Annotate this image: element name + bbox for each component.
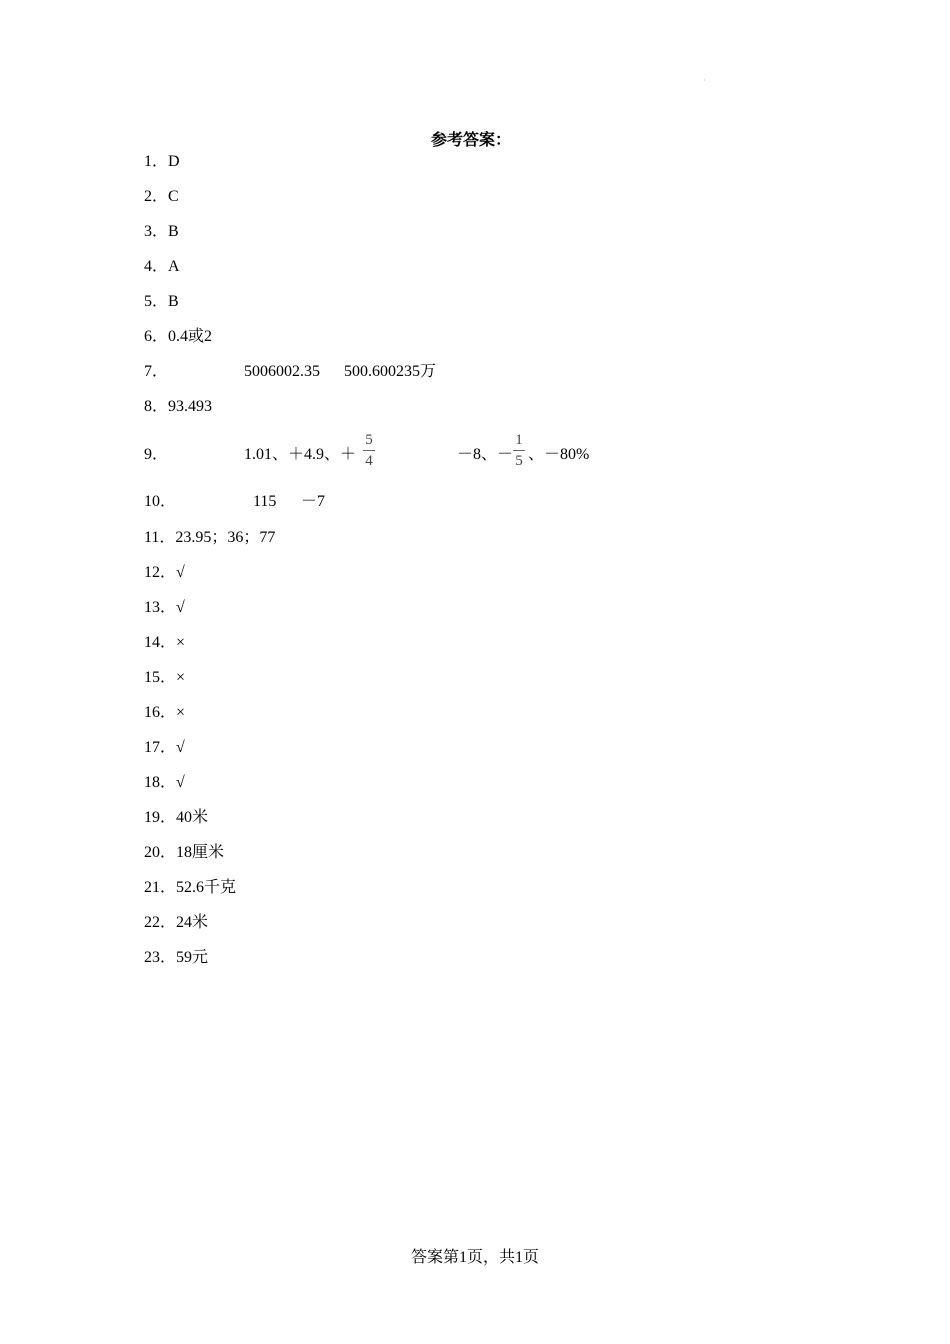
answer-1: [144, 152, 180, 172]
answer-number: 7．: [144, 363, 169, 380]
fraction-bar: [363, 450, 375, 451]
answer-number: 3．: [144, 223, 169, 240]
answer-22: [144, 913, 208, 933]
answer-text: D: [168, 153, 180, 170]
answer-16: [144, 703, 185, 723]
answer-21: [144, 878, 236, 898]
answer-17: [144, 738, 185, 758]
fraction: [363, 431, 375, 470]
answer-number: 21．: [144, 879, 177, 896]
answer-text: 59元: [176, 949, 209, 966]
answer-text: √: [176, 739, 185, 756]
answer-text: ×: [176, 704, 186, 721]
answer-text: B: [168, 223, 179, 240]
answer-text: A: [168, 258, 180, 275]
fraction: [513, 431, 525, 470]
answer-text: 0.4或2: [168, 328, 213, 345]
answer-part: 115: [253, 493, 277, 510]
answer-11: [144, 528, 275, 548]
answer-text: 18厘米: [176, 844, 225, 861]
fraction-numerator: 1: [515, 432, 523, 448]
answer-20: [144, 843, 224, 863]
answer-number: 16．: [144, 704, 177, 721]
answer-part: 1.01、＋4.9、＋: [244, 446, 357, 463]
answer-15: [144, 668, 185, 688]
answer-10: [144, 492, 644, 512]
answer-text: ×: [176, 634, 186, 651]
answer-8: [144, 397, 212, 417]
answer-part: 、－80%: [528, 446, 590, 463]
answer-text: B: [168, 293, 179, 310]
fraction-denominator: 5: [515, 453, 523, 469]
answer-number: 18．: [144, 774, 177, 791]
answer-3: [144, 222, 179, 242]
answer-14: [144, 633, 185, 653]
answer-12: [144, 563, 185, 583]
answer-5: [144, 292, 179, 312]
answer-text: ×: [176, 669, 186, 686]
answer-text: 23.95；36；77: [175, 529, 276, 546]
answer-number: 19．: [144, 809, 177, 826]
answer-number: 6．: [144, 328, 169, 345]
answer-part: 5006002.35: [244, 363, 320, 380]
answer-number: 8．: [144, 398, 169, 415]
corner-mark: ·: [703, 76, 706, 85]
answer-text: 24米: [176, 914, 209, 931]
answer-number: 4．: [144, 258, 169, 275]
answer-9: [144, 432, 644, 469]
answer-4: [144, 257, 180, 277]
answer-number: 12．: [144, 564, 177, 581]
answer-text: √: [176, 774, 185, 791]
fraction-bar: [513, 450, 525, 451]
answer-text: √: [176, 599, 185, 616]
answer-text: √: [176, 564, 185, 581]
answer-number: 14．: [144, 634, 177, 651]
answer-18: [144, 773, 185, 793]
answer-number: 1．: [144, 153, 169, 170]
answer-number: 10．: [144, 493, 177, 510]
answer-7: [144, 362, 644, 382]
page-title: 参考答案：: [430, 132, 511, 149]
answer-2: [144, 187, 179, 207]
fraction-denominator: 4: [365, 453, 373, 469]
answer-number: 23．: [144, 949, 177, 966]
answer-text: C: [168, 188, 179, 205]
answer-number: 2．: [144, 188, 169, 205]
answer-number: 9．: [144, 446, 169, 463]
answer-text: 52.6千克: [176, 879, 237, 896]
fraction-numerator: 5: [365, 432, 373, 448]
answer-number: 13．: [144, 599, 177, 616]
answer-13: [144, 598, 185, 618]
answer-number: 5．: [144, 293, 169, 310]
answer-text: 40米: [176, 809, 209, 826]
answer-part: －8、－: [457, 446, 514, 463]
answer-23: [144, 948, 208, 968]
answer-6: [144, 327, 212, 347]
answer-number: 17．: [144, 739, 177, 756]
answer-number: 15．: [144, 669, 177, 686]
answer-part: 500.600235万: [344, 363, 437, 380]
page-footer: 答案第1页，共1页: [410, 1249, 539, 1266]
answer-text: 93.493: [168, 398, 213, 415]
answer-part: －7: [301, 493, 326, 510]
answer-number: 11．: [144, 529, 176, 546]
answer-19: [144, 808, 208, 828]
answer-number: 22．: [144, 914, 177, 931]
answer-number: 20．: [144, 844, 177, 861]
